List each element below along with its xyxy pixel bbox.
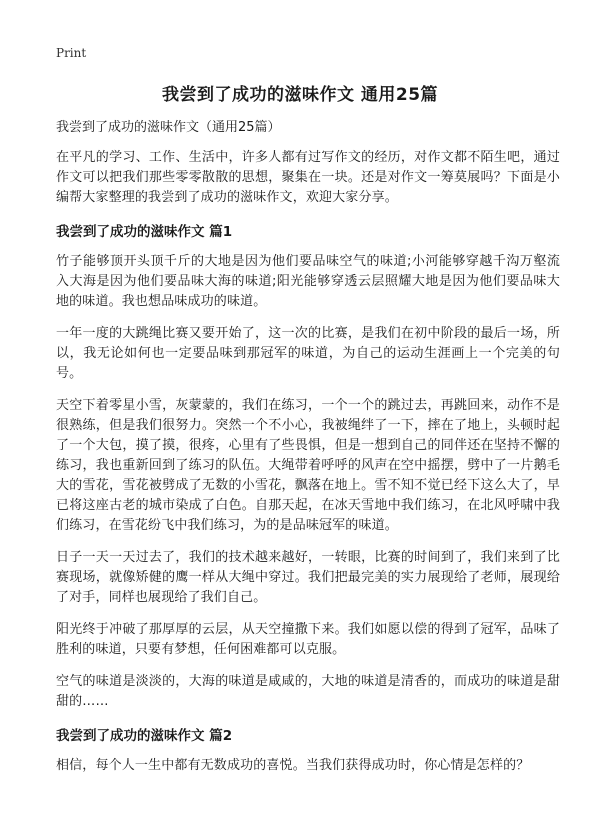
section-1-paragraph: 阳光终于冲破了那厚厚的云层，从天空撞撒下来。我们如愿以偿的得到了冠军，品味了胜利的味道，只要有梦想，任何困难都可以克服。 xyxy=(56,622,560,657)
document-subtitle: 我尝到了成功的滋味作文（通用25篇） xyxy=(56,120,281,135)
section-1-paragraph: 竹子能够顶开头顶千斤的大地是因为他们要品味空气的味道;小河能够穿越千沟万壑流入大海是因为他们要品味大海的味道;阳光能够穿透云层照耀大地是因为他们要品味大地的味道。我也想品味成功的味道。 xyxy=(56,254,560,309)
section-1-paragraph: 一年一度的大跳绳比赛又要开始了，这一次的比赛，是我们在初中阶段的最后一场，所以，我无论如何也一定要品味到那冠军的味道，为自己的运动生涯画上一个完美的句号。 xyxy=(56,326,560,381)
section-1-paragraph: 日子一天一天过去了，我们的技术越来越好，一转眼，比赛的时间到了，我们来到了比赛现场，就像矫健的鹰一样从大绳中穿过。我们把最完美的实力展现给了老师，展现给了对手，同样也展现给了我们自己。 xyxy=(56,550,560,605)
document-body xyxy=(56,118,560,788)
section-1-paragraph: 天空下着零星小雪，灰蒙蒙的，我们在练习，一个一个的跳过去，再跳回来，动作不是很熟练，但是我们很努力。突然一个不小心，我被绳绊了一下，摔在了地上，头顿时起了一个大包，摸了摸，很疼，心里有了些畏惧，但是一想到自己的同伴还在坚持不懈的练习，我也重新回到了练习的队伍。大绳带着呼呼的风声在空中摇摆，劈中了一片鹅毛大的雪花，雪花被劈成了无数的小雪花，飘落在地上。雪不知不觉已经下这么大了，早已将这座古老的城市染成了白色。自那天起，在冰天雪地中我们练习，在北风呼啸中我们练习，在雪花纷飞中我们练习，为的是品味冠军的味道。 xyxy=(56,398,560,533)
intro-paragraph: 在平凡的学习、工作、生活中，许多人都有过写作文的经历，对作文都不陌生吧，通过作文可以把我们那些零零散散的思想，聚集在一块。还是对作文一筹莫展吗？下面是小编帮大家整理的我尝到了成功的滋味作文，欢迎大家分享。 xyxy=(56,150,560,205)
section-heading-2: 我尝到了成功的滋味作文 篇2 xyxy=(56,728,233,744)
section-heading-1: 我尝到了成功的滋味作文 篇1 xyxy=(56,224,233,240)
page-title: 我尝到了成功的滋味作文 通用25篇 xyxy=(161,85,439,105)
section-1-paragraph: 空气的味道是淡淡的，大海的味道是咸咸的，大地的味道是清香的，而成功的味道是甜甜的…… xyxy=(56,674,560,709)
print-link[interactable]: Print xyxy=(56,46,87,60)
section-2-paragraph: 相信，每个人一生中都有无数成功的喜悦。当我们获得成功时，你心情是怎样的？ xyxy=(56,758,530,773)
